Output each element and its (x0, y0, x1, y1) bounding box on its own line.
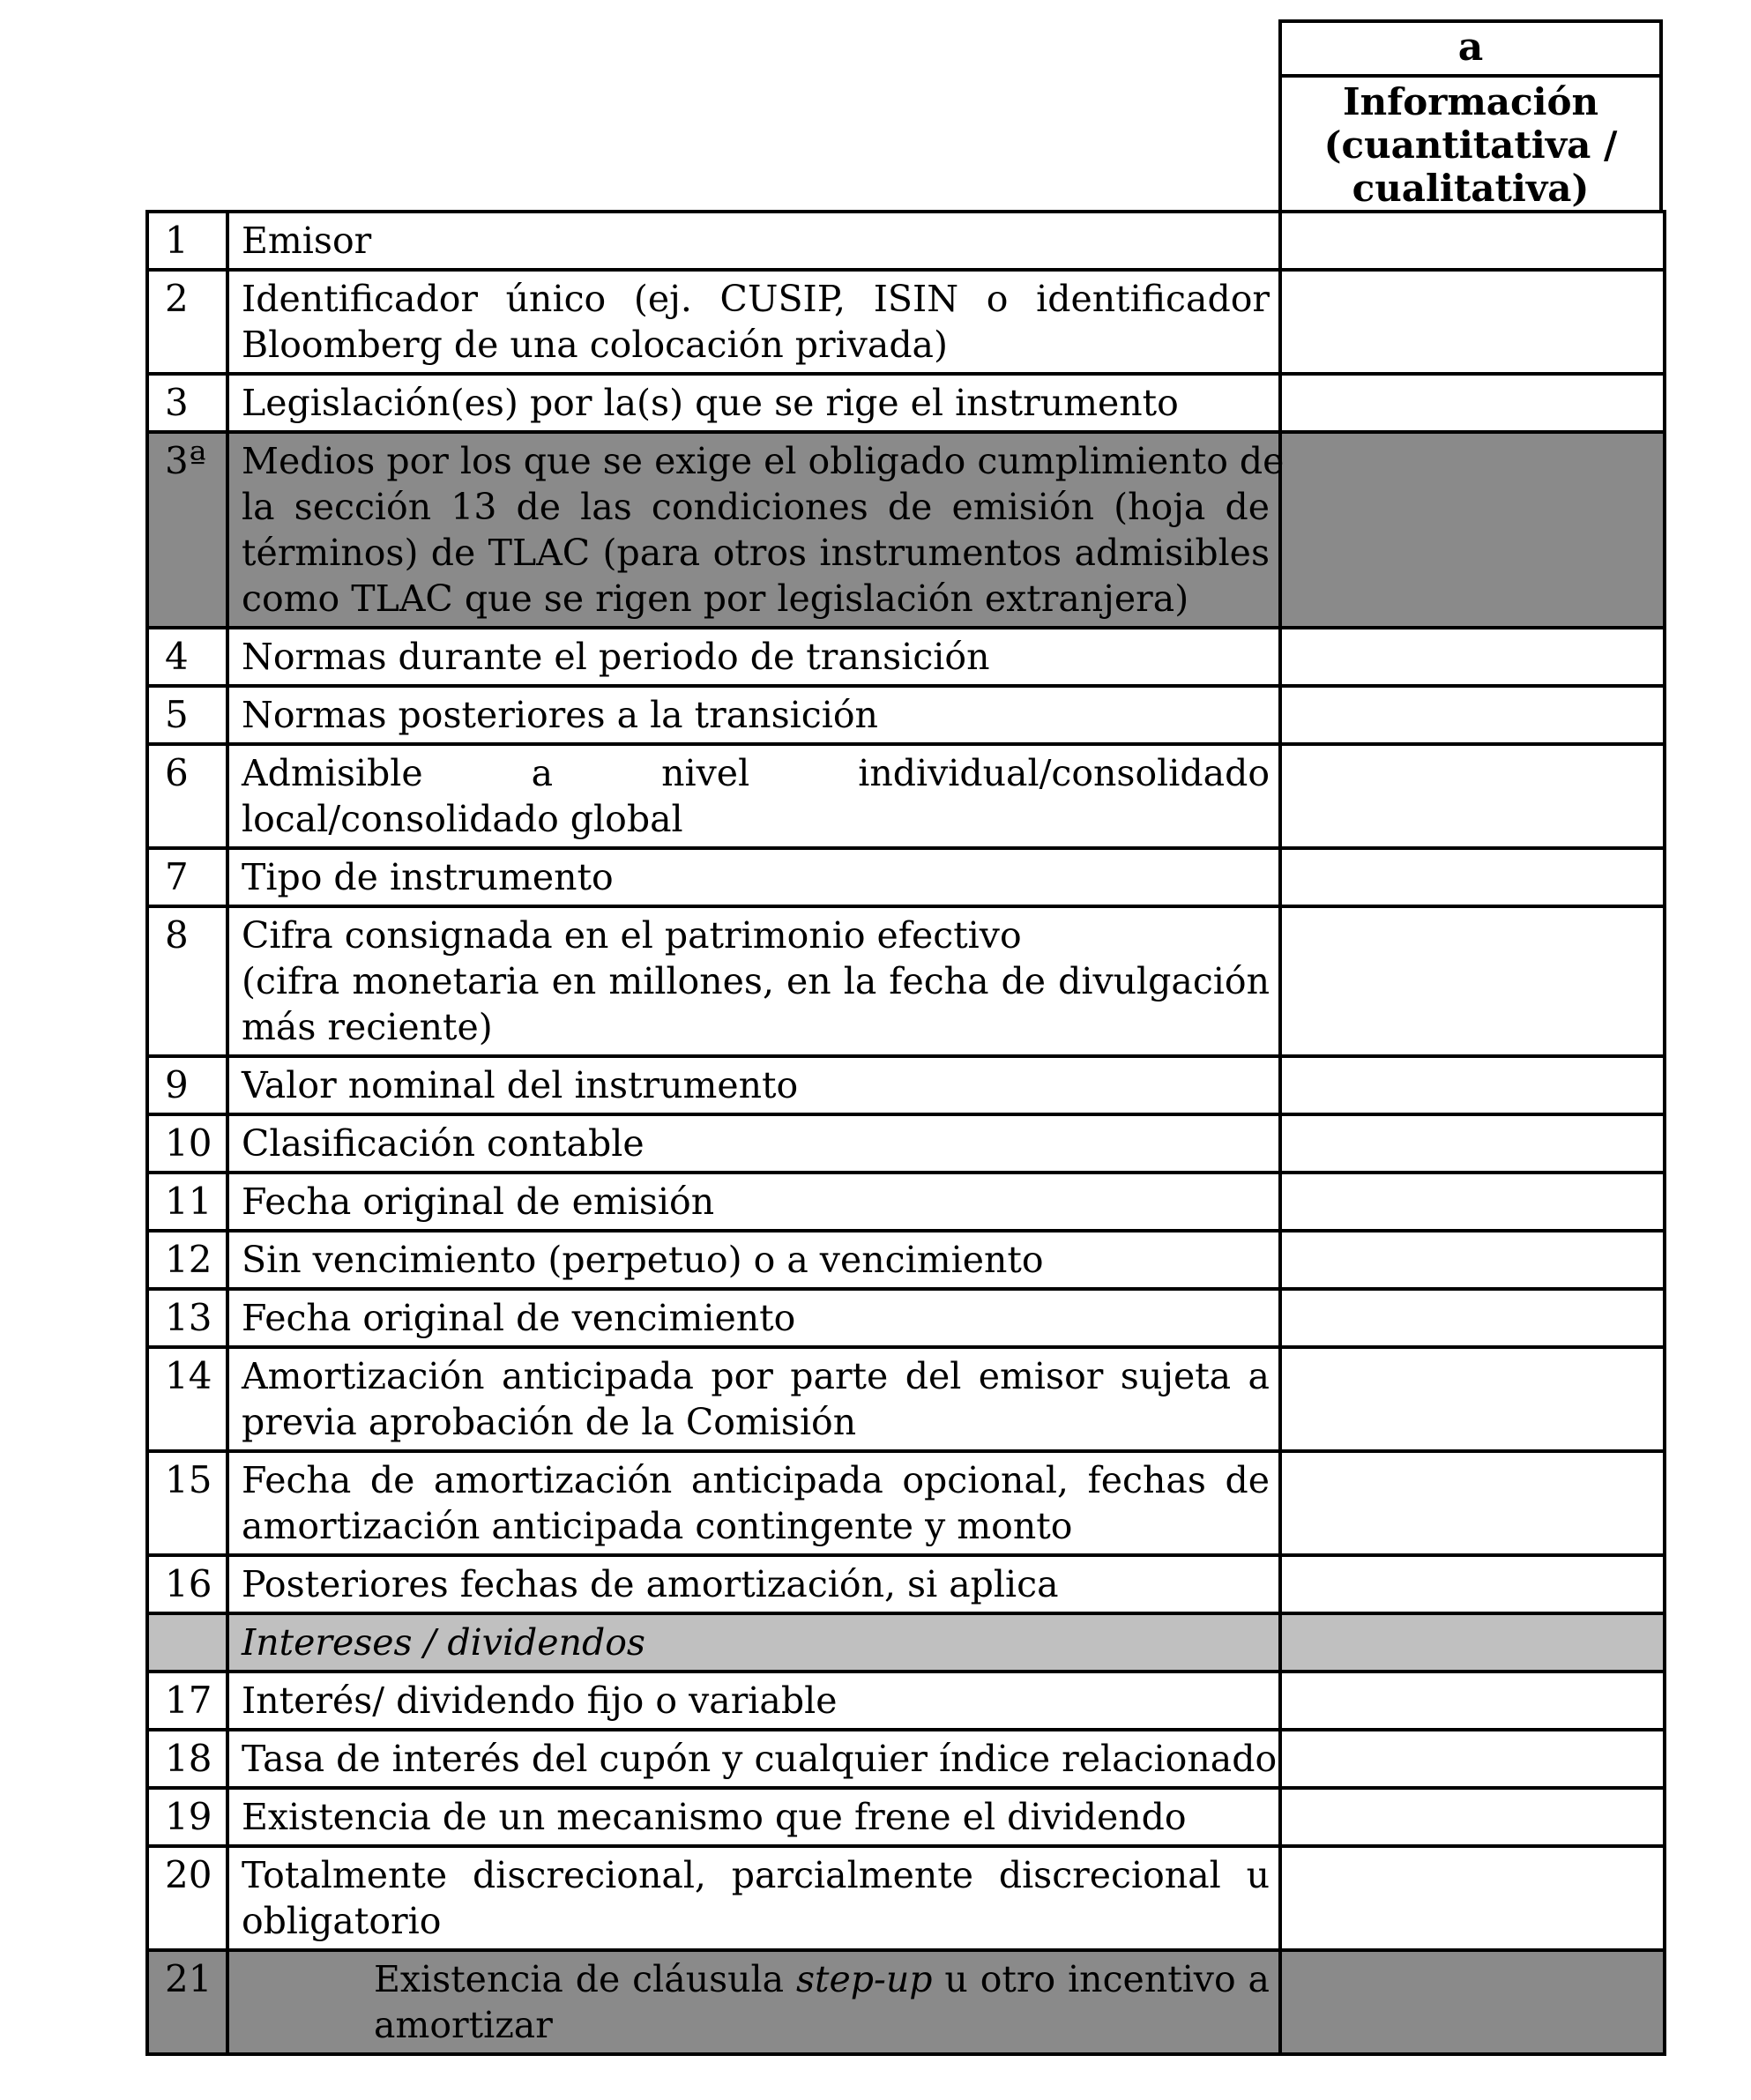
row-label-text: (cifra monetaria en millones, en la fecha de divulgación (242, 960, 1270, 1002)
row-label-line (242, 380, 1270, 426)
table-row (147, 1289, 1665, 1347)
table-row (147, 686, 1665, 744)
row-number-cell: 1 (147, 212, 227, 270)
row-label-text: Emisor (242, 220, 372, 262)
row-label-text: Totalmente discrecional, parcialmente discrecional u (242, 1854, 1270, 1896)
row-label-line (242, 1121, 1270, 1166)
row-label-line (242, 796, 1270, 842)
row-label-line (242, 912, 1270, 958)
row-label-cell (227, 628, 1280, 686)
row-info-cell (1280, 270, 1665, 374)
row-info-cell (1280, 1173, 1665, 1231)
row-label-line (242, 1794, 1270, 1840)
row-label-line (242, 576, 1270, 622)
row-number-cell: 18 (147, 1730, 227, 1788)
row-label-cell (227, 744, 1280, 848)
row-label-text: Interés/ dividendo fijo o variable (242, 1679, 838, 1722)
row-number-cell: 7 (147, 848, 227, 906)
row-label-text: como TLAC que se rigen por legislación extranjera) (242, 577, 1189, 620)
row-label-text: Sin vencimiento (perpetuo) o a vencimiento (242, 1239, 1044, 1281)
row-info-cell (1280, 374, 1665, 432)
row-label-text: Identificador único (ej. CUSIP, ISIN o identificador (242, 278, 1270, 320)
row-label-text: Bloomberg de una colocación privada) (242, 324, 949, 366)
row-number-cell: 17 (147, 1672, 227, 1730)
row-info-cell (1280, 1347, 1665, 1451)
column-letter: a (1282, 23, 1659, 78)
table-row (147, 1950, 1665, 2054)
row-info-cell (1280, 1730, 1665, 1788)
row-label-text: Medios por los que se exige el obligado cumplimiento de (242, 440, 1285, 482)
row-info-cell (1280, 628, 1665, 686)
row-label-cell (227, 212, 1280, 270)
row-label-text: Posteriores fechas de amortización, si aplica (242, 1563, 1059, 1605)
table-row (147, 906, 1665, 1056)
row-label-line (242, 1295, 1270, 1341)
row-label-cell (227, 374, 1280, 432)
row-label-cell (227, 1114, 1280, 1173)
table-row (147, 848, 1665, 906)
row-number-cell: 16 (147, 1555, 227, 1613)
row-label-text: Clasificación contable (242, 1122, 645, 1165)
row-label-cell (227, 1555, 1280, 1613)
row-number-cell: 14 (147, 1347, 227, 1451)
row-label-cell (227, 1231, 1280, 1289)
table-row (147, 1672, 1665, 1730)
row-label-text: previa aprobación de la Comisión (242, 1401, 857, 1443)
row-label-line (242, 750, 1270, 796)
row-number-cell: 13 (147, 1289, 227, 1347)
row-label-text: Existencia de cláusula (374, 1958, 796, 2000)
row-label-line (242, 1898, 1270, 1944)
row-label-cell (227, 1950, 1280, 2054)
table-row (147, 744, 1665, 848)
column-title-line: (cuantitativa / (1323, 123, 1618, 167)
row-label-text: Tasa de interés del cupón y cualquier índice relacionado (242, 1738, 1278, 1780)
row-label-italic-text: step-up (796, 1958, 933, 2000)
row-label-line (242, 1678, 1270, 1724)
row-label-cell (227, 1846, 1280, 1950)
row-label-cell (227, 906, 1280, 1056)
row-number-cell: 9 (147, 1056, 227, 1114)
row-label-cell (227, 1173, 1280, 1231)
row-label-line (242, 218, 1270, 264)
table-row (147, 1056, 1665, 1114)
row-label-text: Fecha original de vencimiento (242, 1297, 796, 1339)
row-label-text: amortización anticipada contingente y monto (242, 1505, 1073, 1547)
row-info-cell (1280, 1788, 1665, 1846)
row-number-cell: 2 (147, 270, 227, 374)
table-row (147, 1173, 1665, 1231)
row-label-line (242, 1353, 1270, 1399)
row-label-line (242, 322, 1270, 368)
column-title (1282, 78, 1659, 210)
row-label-cell (227, 1672, 1280, 1730)
row-label-cell (227, 1730, 1280, 1788)
row-label-line (242, 1179, 1270, 1225)
row-label-cell (227, 848, 1280, 906)
row-number-cell: 21 (147, 1950, 227, 2054)
row-number-cell: 3 (147, 374, 227, 432)
row-label-line (242, 958, 1270, 1004)
table-row (147, 1730, 1665, 1788)
row-label-cell (227, 686, 1280, 744)
row-label-text: Valor nominal del instrumento (242, 1064, 799, 1106)
row-label-cell (227, 1451, 1280, 1555)
row-label-cell (227, 432, 1285, 628)
row-label-text: términos) de TLAC (para otros instrumentos admisibles (242, 532, 1270, 574)
row-label-line (242, 1736, 1278, 1782)
row-info-cell (1280, 1114, 1665, 1173)
column-title-line: cualitativa) (1352, 167, 1590, 210)
row-label-cell (227, 1289, 1280, 1347)
row-label-line (242, 1620, 1270, 1665)
disclosure-table-body (147, 212, 1665, 2054)
row-info-cell (1280, 432, 1665, 628)
row-info-cell (1280, 1613, 1665, 1672)
row-label-text: Cifra consignada en el patrimonio efectivo (242, 914, 1022, 957)
row-label-text: Fecha de amortización anticipada opcional, fechas de (242, 1459, 1270, 1501)
row-info-cell (1280, 744, 1665, 848)
row-label-line (242, 854, 1270, 900)
info-column-header (1278, 19, 1663, 213)
table-row (147, 1788, 1665, 1846)
row-label-line (242, 1062, 1270, 1108)
row-number-cell: 5 (147, 686, 227, 744)
row-info-cell (1280, 1950, 1665, 2054)
row-label-text: local/consolidado global (242, 798, 683, 840)
row-label-text: amortizar (374, 2004, 553, 2046)
row-label-line (242, 1457, 1270, 1503)
row-label-line (242, 1237, 1270, 1283)
row-label-line (242, 276, 1270, 322)
row-info-cell (1280, 1231, 1665, 1289)
row-label-text: Fecha original de emisión (242, 1180, 715, 1223)
row-label-line (242, 2002, 1270, 2048)
row-label-line (242, 692, 1270, 738)
row-info-cell (1280, 1056, 1665, 1114)
row-label-text: Existencia de un mecanismo que frene el dividendo (242, 1796, 1187, 1838)
table-row (147, 1347, 1665, 1451)
row-number-cell: 10 (147, 1114, 227, 1173)
table-row (147, 1451, 1665, 1555)
table-row (147, 1114, 1665, 1173)
row-label-line (242, 1956, 1270, 2002)
row-label-cell (227, 1056, 1280, 1114)
table-row (147, 212, 1665, 270)
row-info-cell (1280, 1846, 1665, 1950)
row-label-cell (227, 1613, 1280, 1672)
column-title-line: Información (1342, 80, 1599, 123)
table-row (147, 270, 1665, 374)
row-label-text: obligatorio (242, 1900, 442, 1942)
row-label-line (242, 1503, 1270, 1549)
row-info-cell (1280, 906, 1665, 1056)
row-label-text: Normas posteriores a la transición (242, 694, 878, 736)
row-label-text: la sección 13 de las condiciones de emisión (hoja de (242, 486, 1270, 528)
row-label-line (242, 484, 1270, 530)
row-info-cell (1280, 212, 1665, 270)
row-number-cell (147, 1613, 227, 1672)
row-label-text: Admisible a nivel individual/consolidado (242, 752, 1270, 794)
row-label-text: Normas durante el periodo de transición (242, 636, 990, 678)
row-info-cell (1280, 1451, 1665, 1555)
table-row (147, 374, 1665, 432)
row-label-text: más reciente) (242, 1006, 493, 1048)
row-label-line (242, 1399, 1270, 1445)
row-number-cell: 19 (147, 1788, 227, 1846)
row-info-cell (1280, 1555, 1665, 1613)
row-number-cell: 11 (147, 1173, 227, 1231)
table-row (147, 628, 1665, 686)
row-label-line (242, 1004, 1270, 1050)
row-label-cell (227, 1788, 1280, 1846)
row-number-cell: 6 (147, 744, 227, 848)
row-label-cell (227, 1347, 1280, 1451)
row-label-line (242, 634, 1270, 680)
table-row (147, 432, 1665, 628)
row-number-cell: 4 (147, 628, 227, 686)
row-label-text: u otro incentivo a (932, 1958, 1270, 2000)
row-label-line (242, 1852, 1270, 1898)
table-row (147, 1555, 1665, 1613)
table-row (147, 1846, 1665, 1950)
row-number-cell: 15 (147, 1451, 227, 1555)
row-label-text: Intereses / dividendos (242, 1621, 645, 1664)
row-label-line (242, 530, 1270, 576)
row-info-cell (1280, 848, 1665, 906)
row-info-cell (1280, 686, 1665, 744)
row-number-cell: 3ª (147, 432, 227, 628)
row-info-cell (1280, 1672, 1665, 1730)
section-row (147, 1613, 1665, 1672)
row-label-text: Amortización anticipada por parte del emisor sujeta a (242, 1355, 1270, 1397)
row-label-cell (227, 270, 1280, 374)
disclosure-table (145, 210, 1666, 2056)
table-row (147, 1231, 1665, 1289)
row-label-line (242, 1561, 1270, 1607)
row-label-text: Tipo de instrumento (242, 856, 614, 898)
row-info-cell (1280, 1289, 1665, 1347)
row-number-cell: 8 (147, 906, 227, 1056)
row-label-line (242, 438, 1285, 484)
row-number-cell: 12 (147, 1231, 227, 1289)
row-label-text: Legislación(es) por la(s) que se rige el instrumento (242, 382, 1179, 424)
row-number-cell: 20 (147, 1846, 227, 1950)
